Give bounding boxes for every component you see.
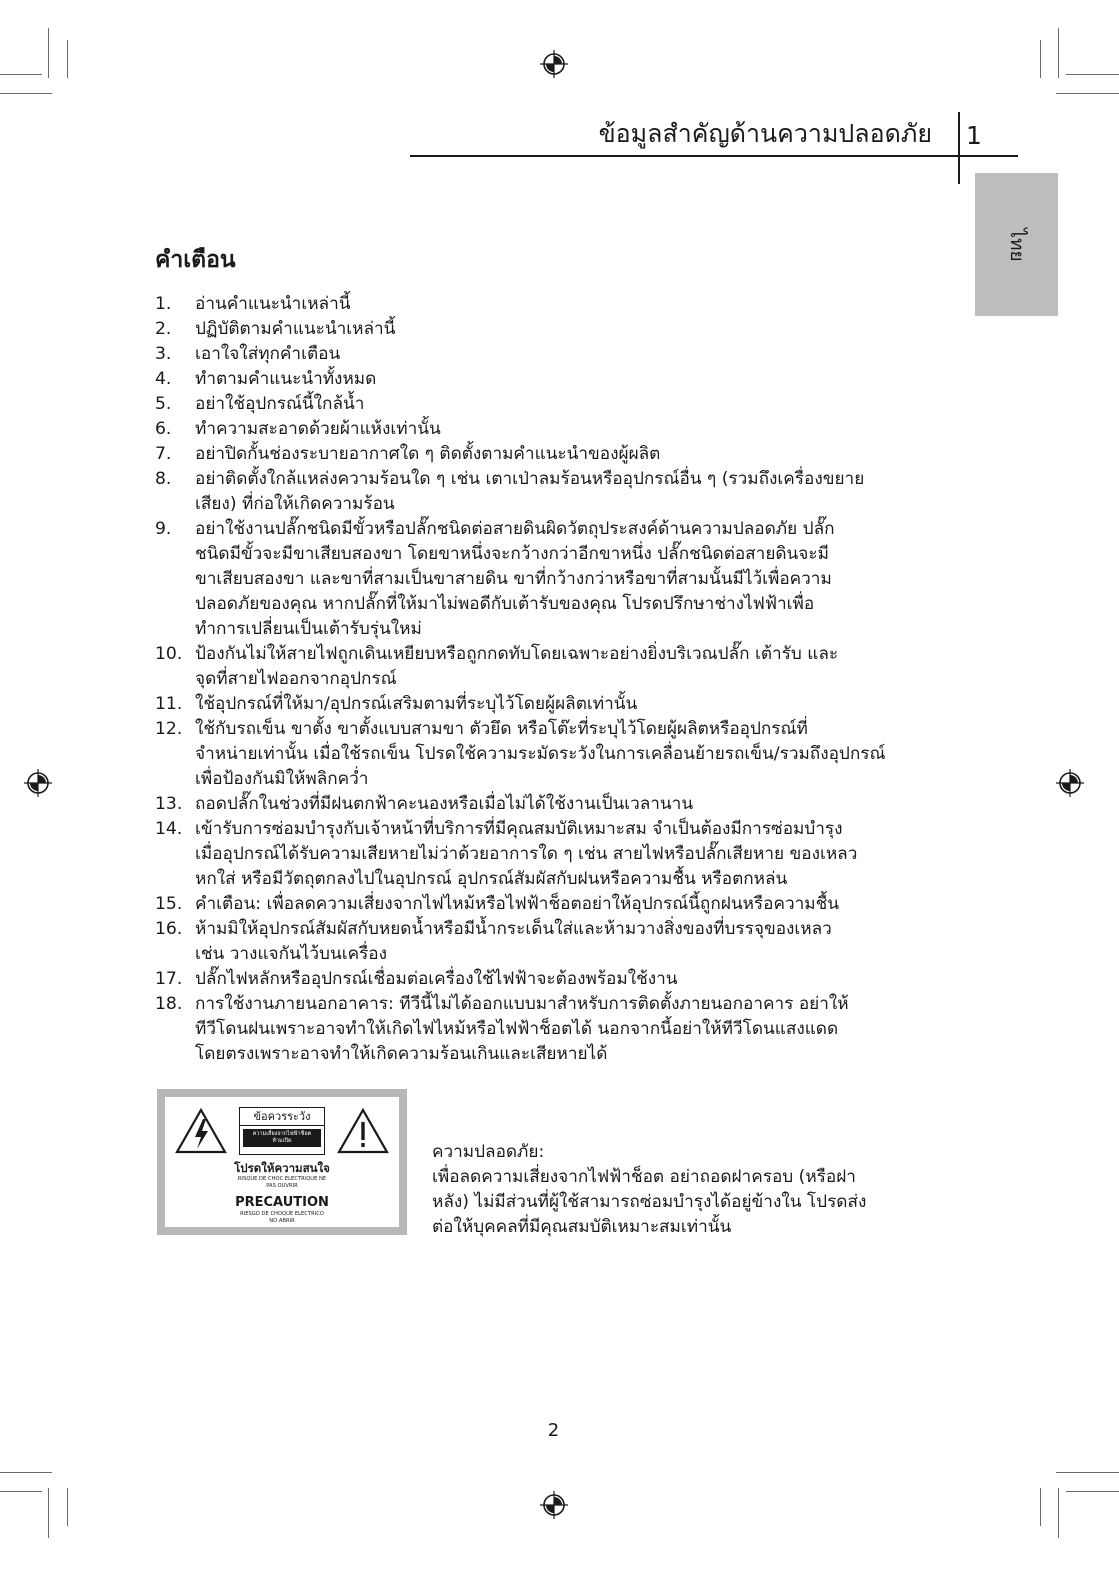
crop-mark: [1056, 1472, 1119, 1473]
crop-mark: [1058, 1488, 1059, 1538]
warning-text-line: หกใส่ หรือมีวัตถุตกลงไปในอุปกรณ์ อุปกรณ์สัมผัสกับฝนหรือความชื้น หรือตกหล่น: [195, 869, 788, 889]
section-title: คำเตือน: [155, 247, 236, 273]
warning-item: [155, 917, 985, 967]
caution-label-precaution: PRECAUTION: [235, 1195, 329, 1210]
warning-text-line: เข้ารับการซ่อมบำรุงกับเจ้าหน้าที่บริการที่มีคุณสมบัติเหมาะสม จำเป็นต้องมีการซ่อมบำรุง: [195, 819, 843, 839]
warning-item: [155, 992, 985, 1067]
crop-mark: [48, 1488, 49, 1538]
caution-label-band-line: ความเสี่ยงจากไฟฟ้าช็อต: [252, 1131, 312, 1137]
crop-mark: [1056, 93, 1119, 94]
caution-label-notice-fr: PAS OUVRIR: [266, 1183, 298, 1189]
registration-mark-icon: [539, 1490, 569, 1520]
warning-item: [155, 392, 985, 417]
header-rule: [410, 155, 1018, 157]
warning-item: [155, 717, 985, 792]
warning-text-line: เอาใจใส่ทุกคำเตือน: [195, 344, 341, 364]
warning-text-line: คำเตือน: เพื่อลดความเสี่ยงจากไฟไหม้หรือไฟฟ้าช็อตอย่าให้อุปกรณ์นี้ถูกฝนหรือความชื้น: [195, 894, 839, 914]
warning-item: [155, 342, 985, 367]
warning-text-line: เช่น วางแจกันไว้บนเครื่อง: [195, 944, 388, 964]
crop-mark: [1066, 1491, 1119, 1492]
warning-number: 9.: [155, 519, 172, 539]
warning-number: 17.: [155, 969, 183, 989]
caution-label-header: ข้อควรระวัง: [240, 1108, 324, 1126]
exclamation-warning-icon: [337, 1107, 389, 1155]
page-number: 2: [547, 1420, 560, 1441]
warning-item: [155, 642, 985, 692]
caution-label-center: [239, 1107, 325, 1155]
warning-number: 4.: [155, 369, 172, 389]
electric-shock-warning-icon: [175, 1107, 227, 1155]
crop-mark: [1066, 74, 1119, 75]
caution-label-band-line: ห้ามเปิด: [272, 1138, 292, 1144]
warning-number: 8.: [155, 469, 172, 489]
crop-mark: [48, 28, 49, 78]
warning-item: [155, 517, 985, 642]
warning-text-line: จุดที่สายไฟออกจากอุปกรณ์: [195, 669, 397, 689]
crop-mark: [0, 74, 42, 75]
warning-text-line: อย่าใช้งานปลั๊กชนิดมีขั้วหรือปลั๊กชนิดต่อสายดินผิดวัตถุประสงค์ด้านความปลอดภัย ปลั๊ก: [195, 519, 835, 539]
warning-text-line: ใช้อุปกรณ์ที่ให้มา/อุปกรณ์เสริมตามที่ระบุไว้โดยผู้ผลิตเท่านั้น: [195, 694, 638, 714]
language-tab: [975, 173, 1058, 316]
warning-text-line: จำหน่ายเท่านั้น เมื่อใช้รถเข็น โปรดใช้ความระมัดระวังในการเคลื่อนย้ายรถเข็น/รวมถึงอุปกรณ์: [195, 744, 886, 764]
warning-text-line: เมื่ออุปกรณ์ได้รับความเสียหายไม่ว่าด้วยอาการใด ๆ เช่น สายไฟหรือปลั๊กเสียหาย ของเหลว: [195, 844, 858, 864]
language-tab-label: ไทย: [1005, 228, 1028, 262]
registration-mark-icon: [1055, 768, 1085, 798]
warning-text-line: การใช้งานภายนอกอาคาร: ทีวีนี้ไม่ได้ออกแบบมาสำหรับการติดตั้งภายนอกอาคาร อย่าให้: [195, 994, 849, 1014]
warning-number: 12.: [155, 719, 183, 739]
warning-text-line: ขาเสียบสองขา และขาที่สามเป็นขาสายดิน ขาที่กว้างกว่าหรือขาที่สามนั้นมีไว้เพื่อความ: [195, 569, 832, 589]
crop-mark: [1040, 40, 1041, 78]
caution-label-notice-fr: RISQUE DE CHOC ELECTRIQUE NE: [237, 1176, 327, 1182]
page-header-title: ข้อมูลสำคัญด้านความปลอดภัย: [598, 119, 932, 148]
warning-number: 13.: [155, 794, 183, 814]
warning-text-line: ป้องกันไม่ให้สายไฟถูกเดินเหยียบหรือถูกกดทับโดยเฉพาะอย่างยิ่งบริเวณปลั๊ก เต้ารับ และ: [195, 644, 839, 664]
warning-text-line: อย่าปิดกั้นช่องระบายอากาศใด ๆ ติดตั้งตามคำแนะนำของผู้ผลิต: [195, 444, 661, 464]
warning-item: [155, 417, 985, 442]
warning-text-line: ชนิดมีขั้วจะมีขาเสียบสองขา โดยขาหนึ่งจะกว้างกว่าอีกขาหนึ่ง ปลั๊กชนิดต่อสายดินจะมี: [195, 544, 829, 564]
warning-number: 11.: [155, 694, 183, 714]
warning-text-line: อย่าใช้อุปกรณ์นี้ใกล้น้ำ: [195, 394, 365, 414]
warning-text-line: อย่าติดตั้งใกล้แหล่งความร้อนใด ๆ เช่น เตาเป่าลมร้อนหรืออุปกรณ์อื่น ๆ (รวมถึงเครื่องขยาย: [195, 469, 865, 489]
warning-text-line: โดยตรงเพราะอาจทำให้เกิดความร้อนเกินและเสียหายได้: [195, 1044, 608, 1064]
warning-text-line: ทีวีโดนฝนเพราะอาจทำให้เกิดไฟไหม้หรือไฟฟ้าช็อตได้ นอกจากนี้อย่าให้ทีวีโดนแสงแดด: [195, 1019, 839, 1039]
warning-item: [155, 967, 985, 992]
caution-label-notice-th: โปรดให้ความสนใจ: [234, 1161, 330, 1175]
warning-number: 3.: [155, 344, 172, 364]
caution-label-precaution-es: NO ABRIR: [269, 1218, 295, 1224]
warning-item: [155, 367, 985, 392]
warning-text-line: ทำความสะอาดด้วยผ้าแห้งเท่านั้น: [195, 419, 441, 439]
warning-text-line: ทำตามคำแนะนำทั้งหมด: [195, 369, 377, 389]
warning-item: [155, 792, 985, 817]
warning-text-line: ใช้กับรถเข็น ขาตั้ง ขาตั้งแบบสามขา ตัวยึด หรือโต๊ะที่ระบุไว้โดยผู้ผลิตหรืออุปกรณ์ที่: [195, 719, 808, 739]
warning-number: 16.: [155, 919, 183, 939]
warning-number: 7.: [155, 444, 172, 464]
warning-number: 5.: [155, 394, 172, 414]
safety-note-heading: ความปลอดภัย:: [432, 1142, 545, 1162]
chapter-number: 1: [966, 121, 982, 150]
crop-mark: [0, 93, 52, 94]
warning-item: [155, 467, 985, 517]
caution-label-image: [157, 1089, 407, 1235]
warning-text-line: ถอดปลั๊กในช่วงที่มีฝนตกฟ้าคะนองหรือเมื่อไม่ได้ใช้งานเป็นเวลานาน: [195, 794, 694, 814]
crop-mark: [0, 1472, 52, 1473]
warning-item: [155, 692, 985, 717]
warning-text-line: ปลั๊กไฟหลักหรืออุปกรณ์เชื่อมต่อเครื่องใช้ไฟฟ้าจะต้องพร้อมใช้งาน: [195, 969, 678, 989]
warning-text-line: เพื่อป้องกันมิให้พลิกคว่ำ: [195, 769, 369, 789]
crop-mark: [67, 1488, 68, 1526]
warning-number: 6.: [155, 419, 172, 439]
warning-number: 2.: [155, 319, 172, 339]
warning-text-line: เสียง) ที่ก่อให้เกิดความร้อน: [195, 494, 395, 514]
crop-mark: [0, 1491, 42, 1492]
registration-mark-icon: [23, 768, 53, 798]
crop-mark: [67, 40, 68, 78]
registration-mark-icon: [539, 49, 569, 79]
warning-number: 18.: [155, 994, 183, 1014]
safety-note-line: เพื่อลดความเสี่ยงจากไฟฟ้าช็อต อย่าถอดฝาครอบ (หรือฝา: [432, 1167, 856, 1187]
warning-text-line: อ่านคำแนะนำเหล่านี้: [195, 294, 351, 314]
warning-number: 1.: [155, 294, 172, 314]
warning-text-line: ห้ามมิให้อุปกรณ์สัมผัสกับหยดน้ำหรือมีน้ำกระเด็นใส่และห้ามวางสิ่งของที่บรรจุของเหลว: [195, 919, 832, 939]
warning-text-line: ปฏิบัติตามคำแนะนำเหล่านี้: [195, 319, 396, 339]
warning-text-line: ทำการเปลี่ยนเป็นเต้ารับรุ่นใหม่: [195, 619, 422, 639]
warning-number: 15.: [155, 894, 183, 914]
warning-item: [155, 892, 985, 917]
warning-number: 14.: [155, 819, 183, 839]
warning-list: [155, 292, 985, 1067]
warning-item: [155, 292, 985, 317]
warning-item: [155, 817, 985, 892]
warning-item: [155, 317, 985, 342]
crop-mark: [1040, 1488, 1041, 1526]
header-divider: [958, 112, 960, 184]
warning-item: [155, 442, 985, 467]
safety-note-line: หลัง) ไม่มีส่วนที่ผู้ใช้สามารถซ่อมบำรุงได้อยู่ข้างใน โปรดส่ง: [432, 1192, 867, 1212]
safety-note-line: ต่อให้บุคคลที่มีคุณสมบัติเหมาะสมเท่านั้น: [432, 1217, 732, 1237]
safety-note: [432, 1140, 972, 1240]
crop-mark: [1058, 28, 1059, 78]
warning-text-line: ปลอดภัยของคุณ หากปลั๊กที่ให้มาไม่พอดีกับเต้ารับของคุณ โปรดปรึกษาช่างไฟฟ้าเพื่อ: [195, 594, 815, 614]
caution-label-band: [243, 1129, 321, 1147]
warning-number: 10.: [155, 644, 183, 664]
caution-label-precaution-es: RIESGO DE CHOQUE ELECTRICO: [240, 1211, 324, 1217]
